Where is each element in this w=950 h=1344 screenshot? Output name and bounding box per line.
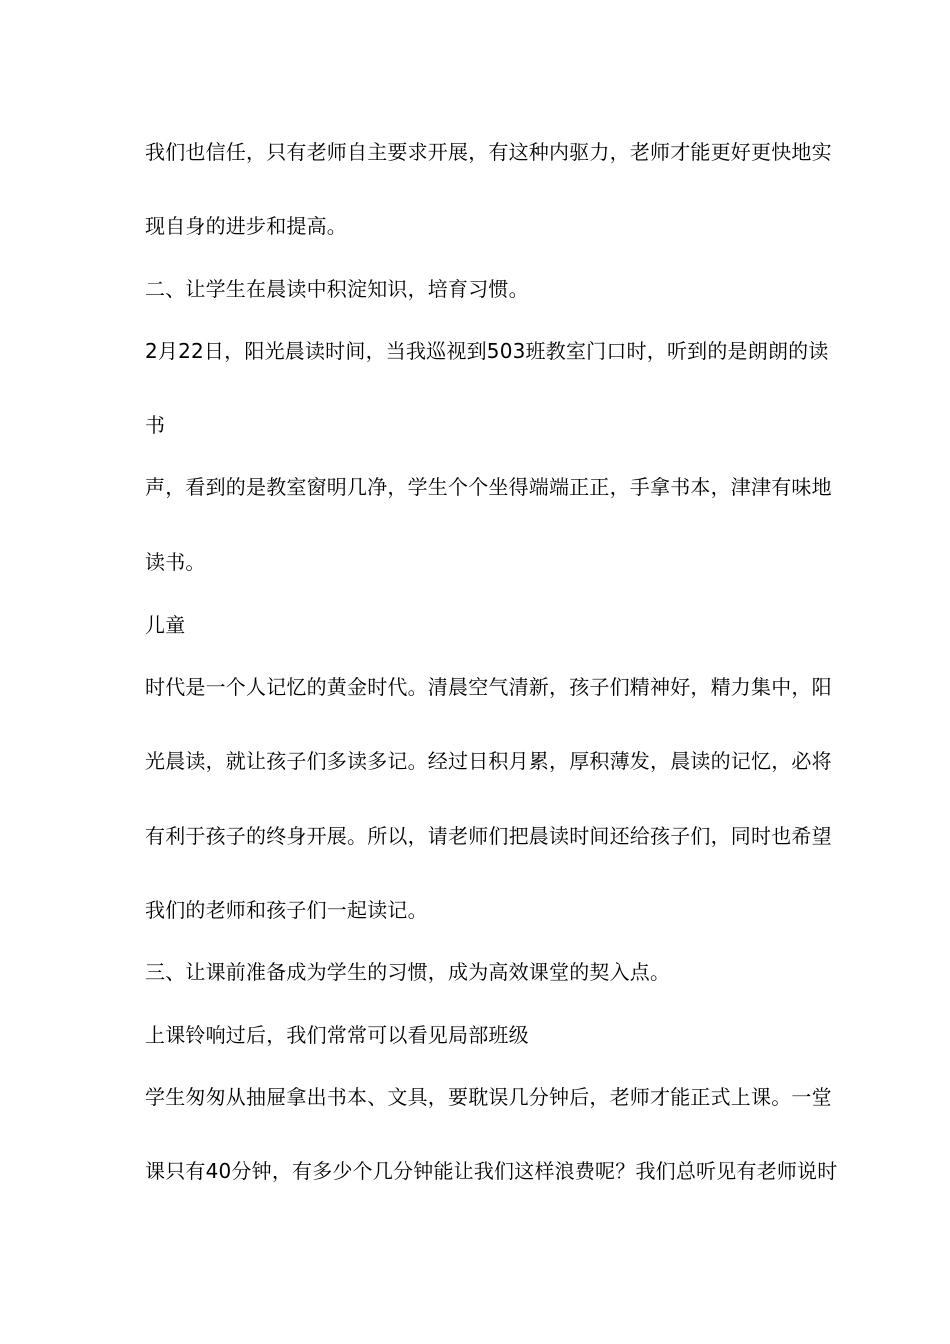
paragraph-line: 现自身的进步和提高。 [145,214,347,238]
paragraph-line: 儿童 [145,613,186,637]
paragraph-line: 读书。 [145,550,206,574]
paragraph-line: 书 [145,413,166,437]
paragraph-line: 光晨读，就让孩子们多读多记。经过日积月累，厚积薄发，晨读的记忆，必将 [145,749,832,773]
paragraph-line: 有利于孩子的终身开展。所以，请老师们把晨读时间还给孩子们，同时也希望 [145,824,832,848]
section-heading: 三、让课前准备成为学生的习惯，成为高效课堂的契入点。 [145,960,671,984]
paragraph-line: 2月22日，阳光晨读时间，当我巡视到503班教室门口时，听到的是朗朗的读 [145,339,829,363]
section-heading: 二、让学生在晨读中积淀知识，培育习惯。 [145,277,529,301]
paragraph-line: 我们的老师和孩子们一起读记。 [145,898,428,922]
paragraph-line: 课只有40分钟，有多少个几分钟能让我们这样浪费呢？我们总听见有老师说时 [145,1159,838,1183]
paragraph-line: 我们也信任，只有老师自主要求开展，有这种内驱力，老师才能更好更快地实 [145,140,832,164]
paragraph-line: 时代是一个人记忆的黄金时代。清晨空气清新，孩子们精神好，精力集中，阳 [145,675,832,699]
paragraph-line: 上课铃响过后，我们常常可以看见局部班级 [145,1023,529,1047]
paragraph-line: 声，看到的是教室窗明几净，学生个个坐得端端正正，手拿书本，津津有味地 [145,475,832,499]
paragraph-line: 学生匆匆从抽屉拿出书本、文具，要耽误几分钟后，老师才能正式上课。一堂 [145,1085,832,1109]
